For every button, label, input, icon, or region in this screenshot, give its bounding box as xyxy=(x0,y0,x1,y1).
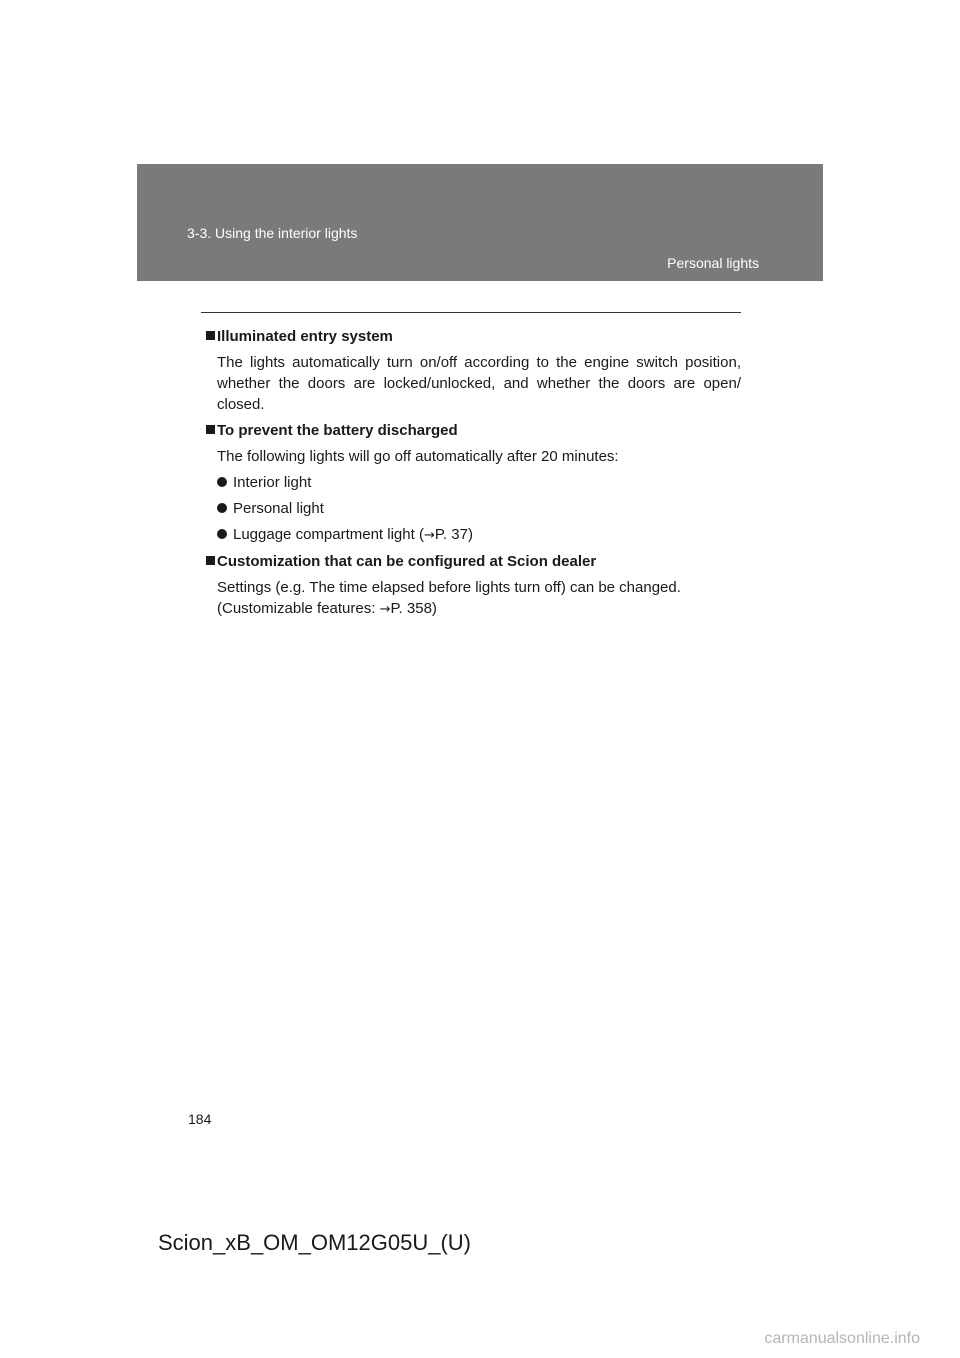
list-item-text: Interior light xyxy=(233,474,312,491)
list-item-text: Personal light xyxy=(233,500,324,517)
content-divider xyxy=(201,312,741,313)
topic-customization xyxy=(201,551,741,620)
topic-body-line: (Customizable features: xyxy=(217,600,380,617)
page-topic: Personal lights xyxy=(667,255,759,271)
topic-heading: To prevent the battery discharged xyxy=(217,422,458,439)
page-reference-link[interactable]: P. 37) xyxy=(434,526,473,543)
watermark: carmanualsonline.info xyxy=(764,1330,920,1347)
document-code: Scion_xB_OM_OM12G05U_(U) xyxy=(158,1230,472,1255)
topic-heading: Customization that can be configured at Scion dealer xyxy=(217,553,597,570)
square-bullet-icon xyxy=(206,556,215,565)
square-bullet-icon xyxy=(206,331,215,340)
chapter-header-band xyxy=(137,164,823,281)
section-title: 3-3. Using the interior lights xyxy=(187,225,358,241)
content-body xyxy=(201,326,741,625)
page-number: 184 xyxy=(188,1111,212,1127)
topic-body: The lights automatically turn on/off according to the engine switch position, whether the doors are locked/unlocked, and whether the doors are open/ closed. xyxy=(217,354,741,413)
topic-body: The following lights will go off automatically after 20 minutes: xyxy=(217,448,619,465)
arrow-right-icon: → xyxy=(423,528,435,543)
square-bullet-icon xyxy=(206,425,215,434)
list-item xyxy=(217,498,741,519)
list-item xyxy=(217,472,741,493)
round-bullet-icon xyxy=(217,503,227,513)
round-bullet-icon xyxy=(217,529,227,539)
topic-battery-discharge xyxy=(201,420,741,546)
topic-body xyxy=(217,577,741,620)
topic-heading: Illuminated entry system xyxy=(217,328,393,345)
arrow-right-icon: → xyxy=(379,602,391,617)
page-reference-link[interactable]: P. 358) xyxy=(390,600,437,617)
topic-body-line: Settings (e.g. The time elapsed before lights turn off) can be changed. xyxy=(217,579,681,596)
list-item-text: Luggage compartment light ( xyxy=(233,526,424,543)
round-bullet-icon xyxy=(217,477,227,487)
topic-illuminated-entry xyxy=(201,326,741,415)
list-item xyxy=(217,524,741,546)
